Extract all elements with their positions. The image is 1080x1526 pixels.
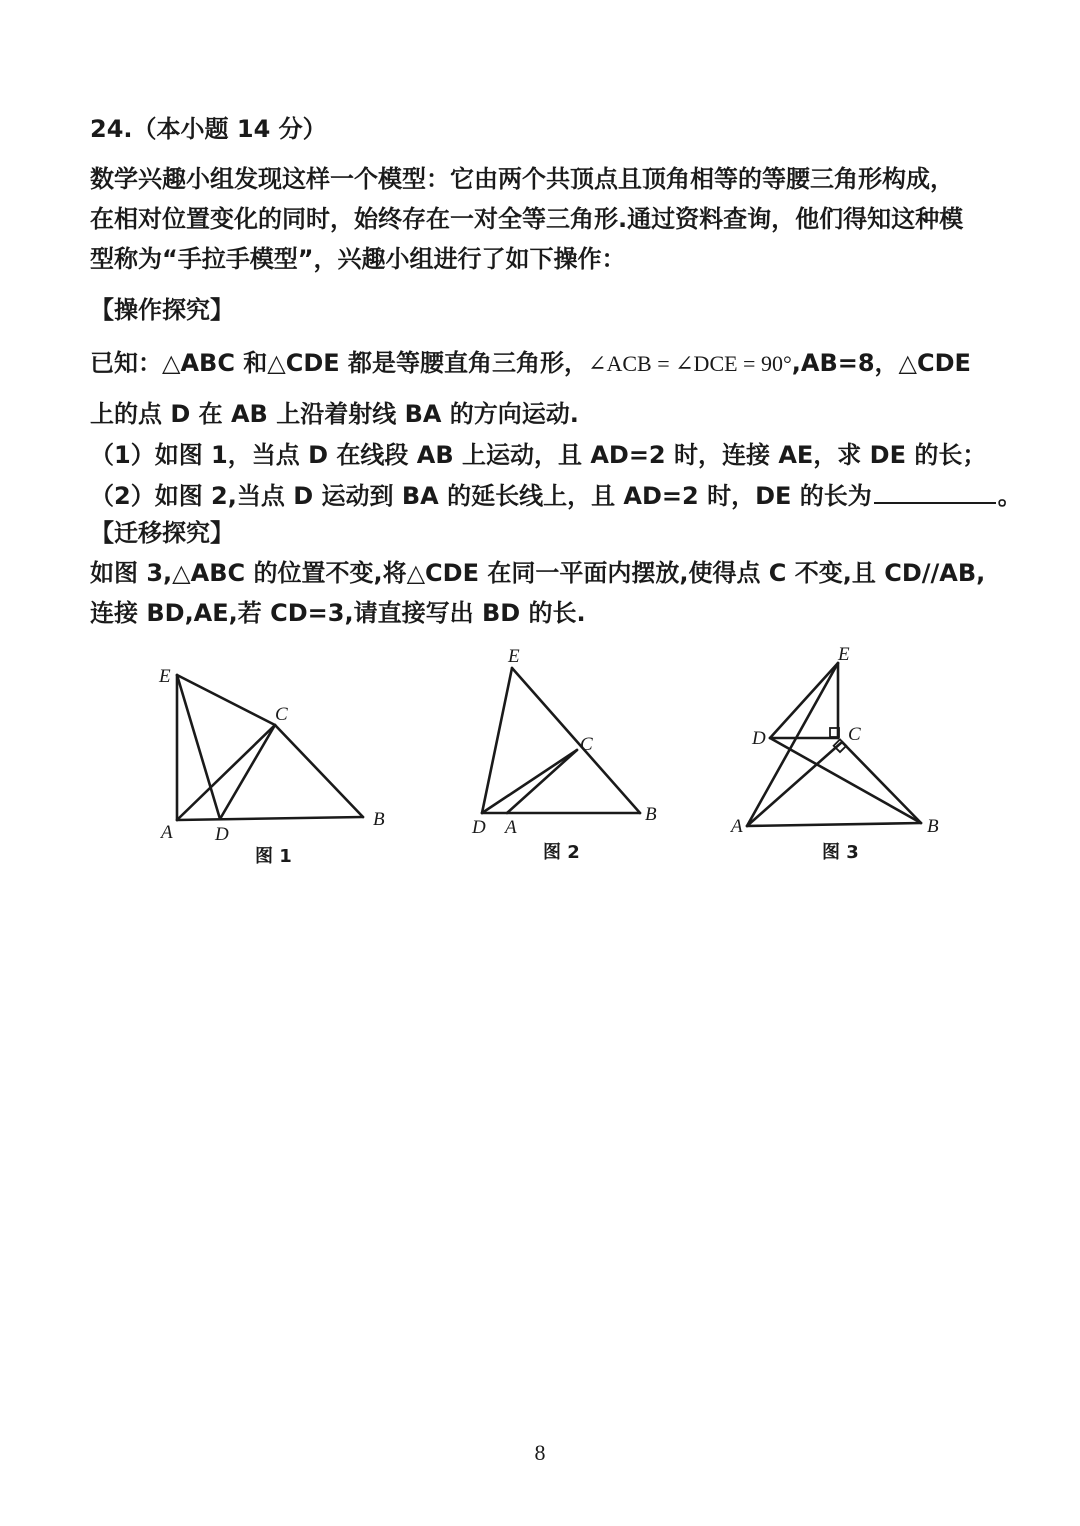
transfer-line-2: 连接 BD,AE,若 CD=3,请直接写出 BD 的长. [90,599,586,627]
fig2-label-C: C [580,734,593,755]
fig1-label-C: C [275,704,288,725]
intro-line-2: 在相对位置变化的同时，始终存在一对全等三角形.通过资料查询，他们得知这种模 [90,205,964,233]
fig3-label-A: A [731,816,743,837]
intro-line-3: 型称为“手拉手模型”，兴趣小组进行了如下操作： [90,245,626,273]
answer-blank[interactable] [874,478,996,504]
fig3-segment-AC [747,742,842,826]
section-title-transfer: 【迁移探究】 [90,519,234,547]
figures-panel [115,640,960,900]
fig1-label-A: A [161,822,173,843]
known-line-2: 上的点 D 在 AB 上沿着射线 BA 的方向运动. [90,400,579,428]
fig3-segment-CB [842,742,921,823]
known-angle-math: ∠ACB = ∠DCE = 90° [588,351,792,376]
fig1-label-E: E [159,666,171,687]
fig3-label-C: C [848,724,861,745]
figure-3 [729,644,939,863]
fig3-label-B: B [927,816,939,837]
fig2-segment-DC [482,750,577,813]
part-2-text: （2）如图 2,当点 D 运动到 BA 的延长线上，且 AD=2 时，DE 的长为 [90,482,872,510]
fig3-caption: 图 3 [822,842,859,863]
fig2-caption: 图 2 [543,842,580,863]
fig1-label-B: B [373,809,385,830]
fig1-segment-AB [177,817,363,820]
intro-line-1: 数学兴趣小组发现这样一个模型：它由两个共顶点且顶角相等的等腰三角形构成， [90,165,954,193]
fig2-segment-ED [482,668,512,813]
part-2-end: 。 [997,482,1022,510]
figure-2 [471,646,657,863]
fig3-segment-ED [770,663,838,738]
fig2-label-A: A [505,817,517,838]
known-suffix: ,AB=8，△CDE [791,349,971,377]
fig3-segment-DB [770,738,921,823]
fig1-segment-BC [275,725,363,817]
fig2-segment-AC [507,750,577,813]
fig2-label-E: E [508,646,520,667]
section-title-operation: 【操作探究】 [90,296,234,324]
fig1-label-D: D [215,824,229,845]
known-line-1 [90,346,971,381]
fig1-segment-CA [177,725,275,820]
fig3-segment-AB [747,823,921,826]
question-header: 24.（本小题 14 分） [90,115,327,143]
page-number: 8 [534,1440,546,1465]
geometry-figures [115,640,960,900]
fig3-label-D: D [752,728,766,749]
fig3-label-E: E [838,644,850,665]
fig1-segment-EC [177,675,275,725]
part-2 [90,478,1022,513]
known-prefix: 已知：△ABC 和△CDE 都是等腰直角三角形， [90,349,589,377]
figure-1 [158,666,385,867]
fig2-label-B: B [645,804,657,825]
part-1: （1）如图 1，当点 D 在线段 AB 上运动，且 AD=2 时，连接 AE，求 DE 的长； [90,441,987,469]
fig1-caption: 图 1 [255,846,292,867]
transfer-line-1: 如图 3,△ABC 的位置不变,将△CDE 在同一平面内摆放,使得点 C 不变,且 CD//AB, [90,559,986,587]
fig2-label-D: D [472,817,486,838]
